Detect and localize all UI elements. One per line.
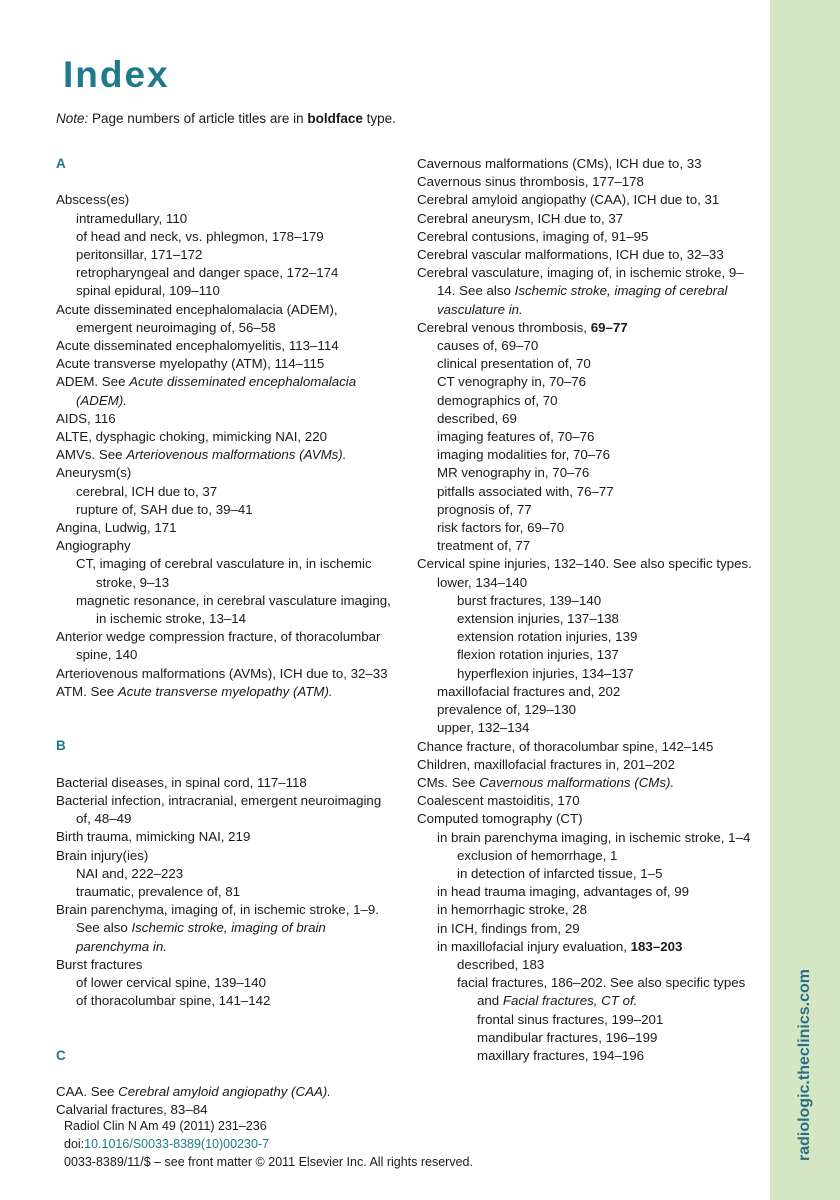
entry-text: in brain parenchyma imaging, in ischemic stroke, 1–4 (437, 829, 751, 845)
index-entry (56, 1083, 396, 1101)
entry-text: demographics of, 70 (437, 392, 558, 408)
index-entry (437, 829, 762, 847)
entry-text: cerebral, ICH due to, 37 (76, 483, 218, 499)
index-entry (457, 610, 762, 628)
index-entry (56, 828, 396, 846)
entry-text: Bacterial diseases, in spinal cord, 117–118 (56, 774, 307, 790)
entry-text: ATM. See (56, 683, 118, 699)
entry-text: in ICH, findings from, 29 (437, 920, 580, 936)
entry-text: described, 69 (437, 410, 517, 426)
entry-text: Brain parenchyma, imaging of, in ischemic stroke, 1–9. See also (56, 902, 379, 936)
page-title: Index (63, 54, 170, 95)
entry-text: extension rotation injuries, 139 (457, 629, 638, 645)
section-letter: B (56, 738, 66, 754)
index-entry (56, 191, 396, 209)
section-spacer (56, 1010, 396, 1046)
index-entry (76, 210, 396, 228)
index-entry (437, 519, 762, 537)
index-entry (56, 410, 396, 428)
index-entry (56, 537, 396, 555)
index-entry (457, 628, 762, 646)
entry-text: 69–77 (590, 319, 628, 335)
entry-text: upper, 132–134 (437, 720, 530, 736)
index-column-right (417, 155, 762, 1065)
index-entry (437, 574, 762, 592)
index-entry (437, 537, 762, 555)
entry-text: burst fractures, 139–140 (457, 592, 602, 608)
entry-text: CT venography in, 70–76 (437, 374, 587, 390)
index-entry (477, 1047, 762, 1065)
index-entry (76, 992, 396, 1010)
entry-text: Cerebral vascular malformations, ICH due to, 32–33 (417, 247, 724, 263)
entry-text: Arteriovenous malformations (AVMs), ICH due to, 32–33 (56, 665, 388, 681)
entry-text: magnetic resonance, in cerebral vasculature imaging, in ischemic stroke, 13–14 (76, 592, 391, 627)
entry-text: Angina, Ludwig, 171 (56, 520, 177, 536)
page-footer (64, 1117, 473, 1171)
index-entry (437, 446, 762, 464)
index-entry (437, 920, 762, 938)
entry-text: Coalescent mastoiditis, 170 (417, 793, 580, 809)
index-entry (417, 228, 762, 246)
entry-text: exclusion of hemorrhage, 1 (457, 847, 618, 863)
doi-prefix: doi: (64, 1137, 85, 1151)
index-entry (76, 555, 396, 591)
entry-text: of thoracolumbar spine, 141–142 (76, 993, 271, 1009)
entry-text: retropharyngeal and danger space, 172–174 (76, 265, 339, 281)
entry-text: in hemorrhagic stroke, 28 (437, 902, 588, 918)
entry-text: Cavernous malformations (CMs), ICH due to, 33 (417, 156, 702, 171)
entry-text: Acute transverse myelopathy (ATM). (117, 683, 333, 699)
index-entry (76, 246, 396, 264)
entry-text: in detection of infarcted tissue, 1–5 (457, 865, 663, 881)
note-prefix: Note: (56, 111, 89, 126)
index-entry (76, 264, 396, 282)
index-entry (56, 956, 396, 974)
section-letter: A (56, 156, 66, 171)
index-entry (417, 191, 762, 209)
footer-citation: Radiol Clin N Am 49 (2011) 231–236 (64, 1119, 267, 1133)
entry-text: Facial fractures, CT of. (502, 993, 638, 1009)
index-entry (417, 264, 762, 319)
entry-text: Bacterial infection, intracranial, emergent neuroimaging of, 48–49 (56, 793, 382, 827)
entry-text: frontal sinus fractures, 199–201 (477, 1011, 664, 1027)
index-entry (437, 901, 762, 919)
index-entry (417, 555, 762, 573)
index-note (56, 111, 396, 126)
index-entry (56, 464, 396, 482)
entry-text: described, 183 (457, 956, 545, 972)
entry-text: of lower cervical spine, 139–140 (76, 975, 266, 991)
index-entry (56, 446, 396, 464)
entry-text: Calvarial fractures, 83–84 (56, 1102, 208, 1118)
index-entry (437, 410, 762, 428)
entry-text: treatment of, 77 (437, 538, 531, 554)
entry-text: Chance fracture, of thoracolumbar spine, 142–145 (417, 738, 714, 754)
entry-text: in maxillofacial injury evaluation, (437, 938, 631, 954)
entry-text: Cavernous sinus thrombosis, 177–178 (417, 174, 644, 190)
entry-text: Cerebral amyloid angiopathy (CAA). (118, 1084, 331, 1100)
index-entry (417, 155, 762, 173)
index-entry (417, 774, 762, 792)
entry-text: imaging features of, 70–76 (437, 429, 595, 445)
index-entry (417, 246, 762, 264)
index-entry (477, 1011, 762, 1029)
index-entry (417, 738, 762, 756)
entry-text: Cerebral venous thrombosis, (417, 319, 591, 335)
entry-text: of head and neck, vs. phlegmon, 178–179 (76, 228, 324, 244)
index-entry (417, 792, 762, 810)
index-entry (76, 501, 396, 519)
entry-text: Cervical spine injuries, 132–140. See also specific types. (417, 556, 752, 572)
entry-text: Cerebral contusions, imaging of, 91–95 (417, 228, 649, 244)
index-entry (437, 337, 762, 355)
entry-text: MR venography in, 70–76 (437, 465, 590, 481)
entry-text: traumatic, prevalence of, 81 (76, 884, 241, 900)
index-entry (437, 883, 762, 901)
footer-doi (64, 1135, 473, 1153)
index-entry (76, 483, 396, 501)
index-entry (457, 665, 762, 683)
index-entry (56, 792, 396, 828)
entry-text: AIDS, 116 (56, 410, 116, 426)
entry-text: pitfalls associated with, 76–77 (437, 483, 614, 499)
entry-text: Burst fractures (56, 956, 143, 972)
entry-text: peritonsillar, 171–172 (76, 246, 203, 262)
index-entry (457, 865, 762, 883)
index-entry (56, 847, 396, 865)
doi-link[interactable]: 10.1016/S0033-8389(10)00230-7 (84, 1137, 270, 1151)
index-entry (437, 938, 762, 956)
entry-text: Cerebral aneurysm, ICH due to, 37 (417, 210, 624, 226)
index-entry (417, 173, 762, 191)
entry-text: clinical presentation of, 70 (437, 356, 591, 372)
index-entry (417, 756, 762, 774)
section-spacer (56, 701, 396, 737)
index-entry (437, 392, 762, 410)
index-entry (437, 373, 762, 391)
entry-text: 183–203 (630, 938, 683, 954)
entry-text: Aneurysm(s) (56, 465, 132, 481)
index-entry (76, 883, 396, 901)
entry-text: Angiography (56, 538, 131, 554)
entry-text: in head trauma imaging, advantages of, 99 (437, 884, 690, 900)
entry-text: Birth trauma, mimicking NAI, 219 (56, 829, 251, 845)
entry-text: Ischemic stroke, imaging of cerebral vasculature in. (437, 283, 728, 317)
index-entry (437, 719, 762, 737)
entry-text: prognosis of, 77 (437, 501, 532, 517)
entry-text: Cerebral amyloid angiopathy (CAA), ICH due to, 31 (417, 192, 720, 208)
entry-text: NAI and, 222–223 (76, 865, 184, 881)
index-entry (56, 683, 396, 701)
entry-text: lower, 134–140 (437, 574, 528, 590)
entry-text: Anterior wedge compression fracture, of thoracolumbar spine, 140 (56, 629, 381, 663)
index-entry (417, 810, 762, 828)
entry-text: AMVs. See (56, 447, 127, 463)
index-entry (76, 592, 396, 628)
index-entry (76, 865, 396, 883)
index-entry (56, 665, 396, 683)
index-entry (437, 355, 762, 373)
entry-text: maxillary fractures, 194–196 (477, 1047, 645, 1063)
index-entry (457, 646, 762, 664)
entry-text: imaging modalities for, 70–76 (437, 447, 610, 463)
index-entry (417, 210, 762, 228)
index-entry (457, 847, 762, 865)
entry-text: Arteriovenous malformations (AVMs). (126, 447, 347, 463)
entry-text: rupture of, SAH due to, 39–41 (76, 501, 253, 517)
entry-text: Ischemic stroke, imaging of brain parenchyma in. (76, 920, 326, 954)
index-entry (76, 228, 396, 246)
entry-text: CAA. See (56, 1084, 119, 1100)
entry-text: facial fractures, 186–202. See also specific types and (457, 975, 746, 1009)
index-entry (437, 701, 762, 719)
index-entry (56, 428, 396, 446)
entry-text: intramedullary, 110 (76, 210, 188, 226)
section-letter: C (56, 1047, 66, 1063)
entry-text: mandibular fractures, 196–199 (477, 1029, 658, 1045)
index-entry (417, 319, 762, 337)
index-entry (56, 628, 396, 664)
note-text-after: type. (362, 111, 396, 126)
entry-text: Acute transverse myelopathy (ATM), 114–115 (56, 356, 325, 372)
index-entry (56, 519, 396, 537)
entry-text: Children, maxillofacial fractures in, 201–202 (417, 756, 675, 772)
index-entry (56, 373, 396, 409)
entry-text: CMs. See (417, 774, 480, 790)
entry-text: causes of, 69–70 (437, 338, 539, 354)
journal-url[interactable]: radiologic.theclinics.com (796, 968, 813, 1162)
entry-text: Abscess(es) (56, 192, 130, 208)
note-bold-word: boldface (307, 111, 363, 126)
index-entry (76, 974, 396, 992)
index-entry (437, 464, 762, 482)
entry-text: Acute disseminated encephalomalacia (ADEM). (76, 374, 357, 408)
note-text-before: Page numbers of article titles are in (88, 111, 308, 126)
index-entry (56, 901, 396, 956)
index-entry (56, 355, 396, 373)
entry-text: flexion rotation injuries, 137 (457, 647, 619, 663)
index-entry (437, 683, 762, 701)
footer-copyright: 0033-8389/11/$ – see front matter © 2011 Elsevier Inc. All rights reserved. (64, 1155, 473, 1169)
entry-text: maxillofacial fractures and, 202 (437, 683, 621, 699)
entry-text: Acute disseminated encephalomyelitis, 113–114 (56, 338, 339, 353)
index-entry (457, 974, 762, 1010)
entry-text: ADEM. See (56, 374, 130, 390)
index-entry (76, 282, 396, 300)
index-entry (457, 592, 762, 610)
entry-text: CT, imaging of cerebral vasculature in, in ischemic stroke, 9–13 (76, 556, 372, 590)
index-entry (56, 301, 396, 337)
entry-text: Cavernous malformations (CMs). (479, 774, 675, 790)
entry-text: prevalence of, 129–130 (437, 702, 576, 718)
index-entry (56, 337, 396, 355)
index-entry (477, 1029, 762, 1047)
index-entry (437, 501, 762, 519)
index-entry (437, 428, 762, 446)
index-entry (437, 483, 762, 501)
index-entry (56, 774, 396, 792)
entry-text: extension injuries, 137–138 (457, 611, 619, 627)
entry-text: Cerebral vasculature, imaging of, in ischemic stroke, 9–14. See also (417, 265, 744, 299)
entry-text: ALTE, dysphagic choking, mimicking NAI, 220 (56, 429, 327, 445)
entry-text: Brain injury(ies) (56, 847, 149, 863)
index-column-left (56, 155, 396, 1120)
entry-text: Acute disseminated encephalomalacia (ADEM), emergent neuroimaging of, 56–58 (56, 301, 338, 335)
index-entry (457, 956, 762, 974)
entry-text: hyperflexion injuries, 134–137 (457, 665, 634, 681)
entry-text: Computed tomography (CT) (417, 811, 583, 827)
entry-text: risk factors for, 69–70 (437, 520, 565, 536)
entry-text: spinal epidural, 109–110 (76, 283, 220, 299)
